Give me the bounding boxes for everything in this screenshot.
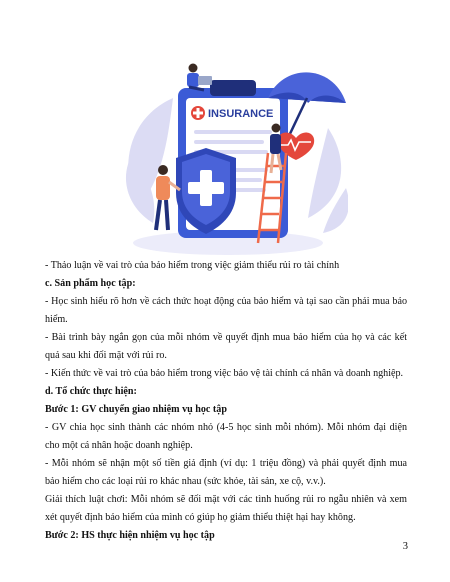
paragraph: - Thảo luận về vai trò của bảo hiểm trong việc giảm thiểu rủi ro tài chính bbox=[45, 260, 340, 271]
step-heading: Bước 2: HS thực hiện nhiệm vụ học tập bbox=[45, 530, 215, 541]
paragraph: - GV chia học sinh thành các nhóm nhỏ (4-5 học sinh mỗi nhóm). Mỗi nhóm đại diện cho một cá nhân hoặc doanh nghiệp. bbox=[45, 422, 407, 451]
step-heading: Bước 1: GV chuyển giao nhiệm vụ học tập bbox=[45, 404, 227, 415]
paragraph: - Kiến thức về vai trò của bảo hiểm trong việc bảo vệ tài chính cá nhân và doanh nghiệp. bbox=[45, 368, 404, 379]
page-number: 3 bbox=[402, 541, 408, 552]
person-with-laptop-icon bbox=[187, 64, 212, 91]
clipboard-title: INSURANCE bbox=[208, 108, 274, 120]
document-body bbox=[45, 257, 407, 545]
paragraph: - Học sinh hiểu rõ hơn về cách thức hoạt động của bảo hiểm và tại sao cần phải mua bảo hiểm. bbox=[45, 296, 407, 325]
section-heading: d. Tổ chức thực hiện: bbox=[45, 386, 137, 397]
paragraph: - Bài trình bày ngắn gọn của mỗi nhóm về quyết định mua bảo hiểm của họ và các kết quả sau khi đối mặt với rủi ro. bbox=[45, 332, 407, 361]
paragraph: Giải thích luật chơi: Mỗi nhóm sẽ đối mặt với các tình huống rủi ro ngẫu nhiên và xem xét quyết định bảo hiểm của mình có giúp họ giảm thiểu thiệt hại hay không. bbox=[45, 494, 407, 523]
paragraph: - Mỗi nhóm sẽ nhận một số tiền giả định (ví dụ: 1 triệu đồng) và phải quyết định mua bảo hiểm cho các loại rủi ro khác nhau (sức khỏe, tài sản, xe cộ, v.v.). bbox=[45, 458, 407, 487]
insurance-illustration bbox=[118, 58, 348, 258]
section-heading: c. Sản phẩm học tập: bbox=[45, 278, 136, 289]
